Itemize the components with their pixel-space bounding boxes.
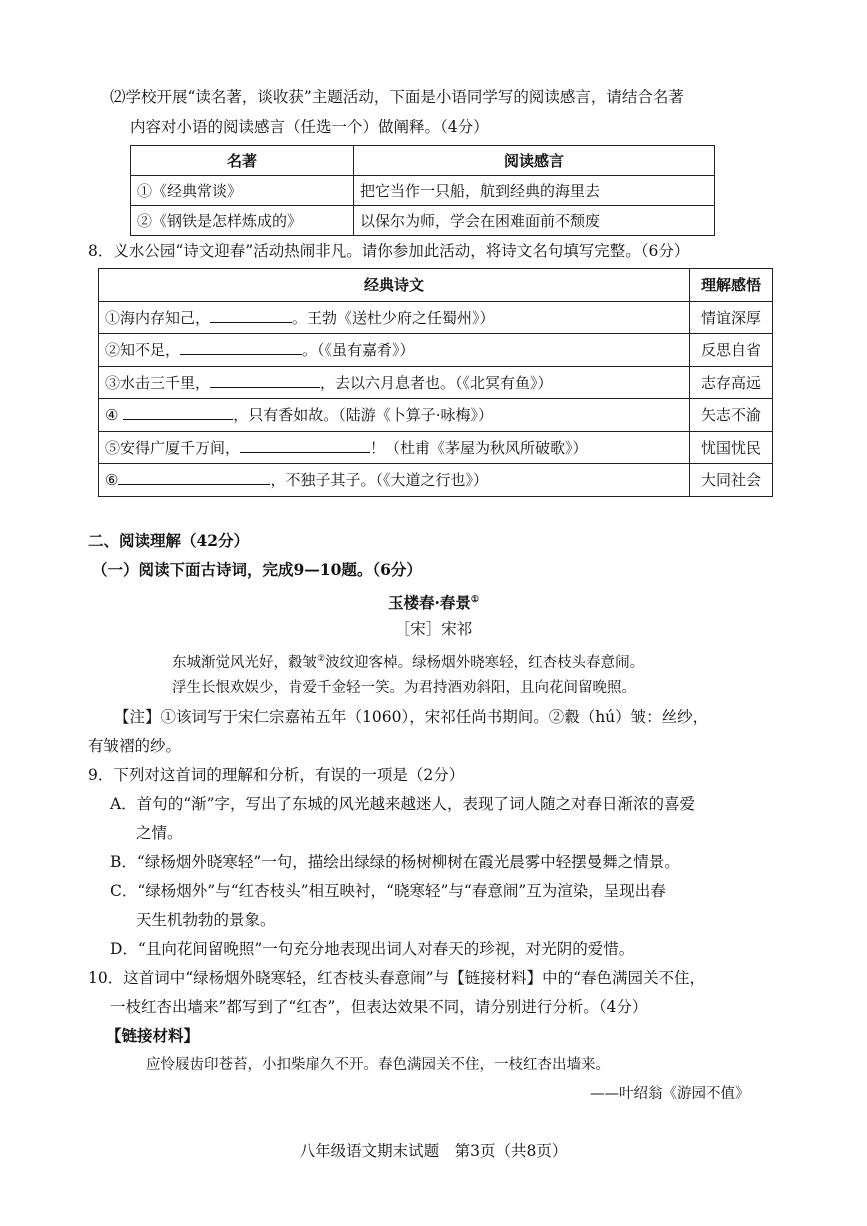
poem-fill-cell: ②知不足， 。（《虽有嘉肴》） xyxy=(99,334,690,367)
book-name: ①《经典常谈》 xyxy=(131,176,354,206)
books-table xyxy=(130,145,715,236)
poem-note: 有皱褶的纱。 xyxy=(88,737,182,755)
header-poems: 经典诗文 xyxy=(99,269,690,302)
poem-note: 【注】①该词写于宋仁宗嘉祐五年（1060），宋祁任尚书期间。②縠（hú）皱：丝纱， xyxy=(114,708,709,726)
q9-stem: 9．下列对这首词的理解和分析，有误的一项是（2分） xyxy=(88,766,465,784)
poem-fill-cell: ③水击三千里， ，去以六月息者也。（《北冥有鱼》） xyxy=(99,366,690,399)
poem-line: 浮生长恨欢娱少，肯爱千金轻一笑。为君持酒劝斜阳，且向花间留晚照。 xyxy=(172,680,636,696)
header-understanding: 理解感悟 xyxy=(690,269,773,302)
table-row xyxy=(99,399,773,432)
answer-blank[interactable] xyxy=(210,308,292,323)
understanding-cell: 反思自省 xyxy=(690,334,773,367)
poem-title: 玉楼春·春景① xyxy=(388,593,479,613)
page-footer: 八年级语文期末试题 第3页（共8页） xyxy=(299,1142,568,1160)
table-row xyxy=(99,334,773,367)
q9-option-c: C．“绿杨烟外”与“红杏枝头”相互映衬，“晓寒轻”与“春意闹”互为渲染，呈现出春 xyxy=(110,882,666,900)
header-reflection: 阅读感言 xyxy=(354,146,715,176)
poems-table xyxy=(98,268,773,497)
answer-blank[interactable] xyxy=(240,438,370,453)
answer-blank[interactable] xyxy=(210,373,320,388)
q7-2-line2: 内容对小语的阅读感言（任选一个）做阐释。（4分） xyxy=(130,118,489,136)
answer-blank[interactable] xyxy=(180,340,302,355)
table-row xyxy=(99,366,773,399)
table-header-row xyxy=(99,269,773,302)
table-header-row xyxy=(131,146,715,176)
q10-stem: 10．这首词中“绿杨烟外晓寒轻，红杏枝头春意闹”与【链接材料】中的“春色满园关不住， xyxy=(88,969,705,987)
poem-fill-cell: ①海内存知己， 。王勃《送杜少府之任蜀州》） xyxy=(99,301,690,334)
understanding-cell: 大同社会 xyxy=(690,464,773,497)
table-row xyxy=(131,206,715,236)
q9-option-a-cont: 之情。 xyxy=(136,824,183,842)
header-book: 名著 xyxy=(131,146,354,176)
understanding-cell: 情谊深厚 xyxy=(690,301,773,334)
q9-option-d: D．“且向花间留晚照”一句充分地表现出词人对春天的珍视，对光阴的爱惜。 xyxy=(110,940,635,958)
table-row xyxy=(99,464,773,497)
book-reflection: 把它当作一只船，航到经典的海里去 xyxy=(354,176,715,206)
q9-option-b: B．“绿杨烟外晓寒轻”一句，描绘出绿绿的杨树柳树在霞光晨雾中轻摆曼舞之情景。 xyxy=(110,853,680,871)
poem-author: ［宋］宋祁 xyxy=(394,620,473,638)
q9-option-a: A．首句的“渐”字，写出了东城的风光越来越迷人，表现了词人随之对春日渐浓的喜爱 xyxy=(110,795,696,813)
table-row xyxy=(99,301,773,334)
understanding-cell: 矢志不渝 xyxy=(690,399,773,432)
book-reflection: 以保尔为师，学会在困难面前不颓废 xyxy=(354,206,715,236)
table-row xyxy=(131,176,715,206)
q8-stem: 8．义水公园“诗文迎春”活动热闹非凡。请你参加此活动，将诗文名句填写完整。（6分） xyxy=(88,242,690,260)
poem-fill-cell: ⑤安得广厦千万间， ！（杜甫《茅屋为秋风所破歌》） xyxy=(99,431,690,464)
table-row xyxy=(99,431,773,464)
poem-fill-cell: ⑥ ，不独子其子。（《大道之行也》） xyxy=(99,464,690,497)
poem-fill-cell: ④ ，只有香如故。（陆游《卜算子·咏梅》） xyxy=(99,399,690,432)
q9-option-c-cont: 天生机勃勃的景象。 xyxy=(136,911,276,929)
link-poem: 应怜屐齿印苍苔，小扣柴扉久不开。春色满园关不住，一枝红杏出墙来。 xyxy=(146,1057,610,1073)
understanding-cell: 志存高远 xyxy=(690,366,773,399)
section-title: 二、阅读理解（42分） xyxy=(88,531,250,550)
link-source: ——叶绍翁《游园不值》 xyxy=(590,1086,750,1102)
q10-stem-cont: 一枝红杏出墙来”都写到了“红杏”，但表达效果不同，请分别进行分析。（4分） xyxy=(110,998,648,1016)
poem-line: 东城渐觉风光好，縠皱②波纹迎客棹。绿杨烟外晓寒轻，红杏枝头春意闹。 xyxy=(172,654,645,671)
book-name: ②《钢铁是怎样炼成的》 xyxy=(131,206,354,236)
q7-2-line1: ⑵学校开展“读名著，谈收获”主题活动，下面是小语同学写的阅读感言，请结合名著 xyxy=(110,88,684,106)
understanding-cell: 忧国忧民 xyxy=(690,431,773,464)
link-material-title: 【链接材料】 xyxy=(106,1026,200,1045)
answer-blank[interactable] xyxy=(118,470,270,485)
answer-blank[interactable] xyxy=(123,405,233,420)
part-title: （一）阅读下面古诗词，完成9—10题。（6分） xyxy=(92,560,422,579)
